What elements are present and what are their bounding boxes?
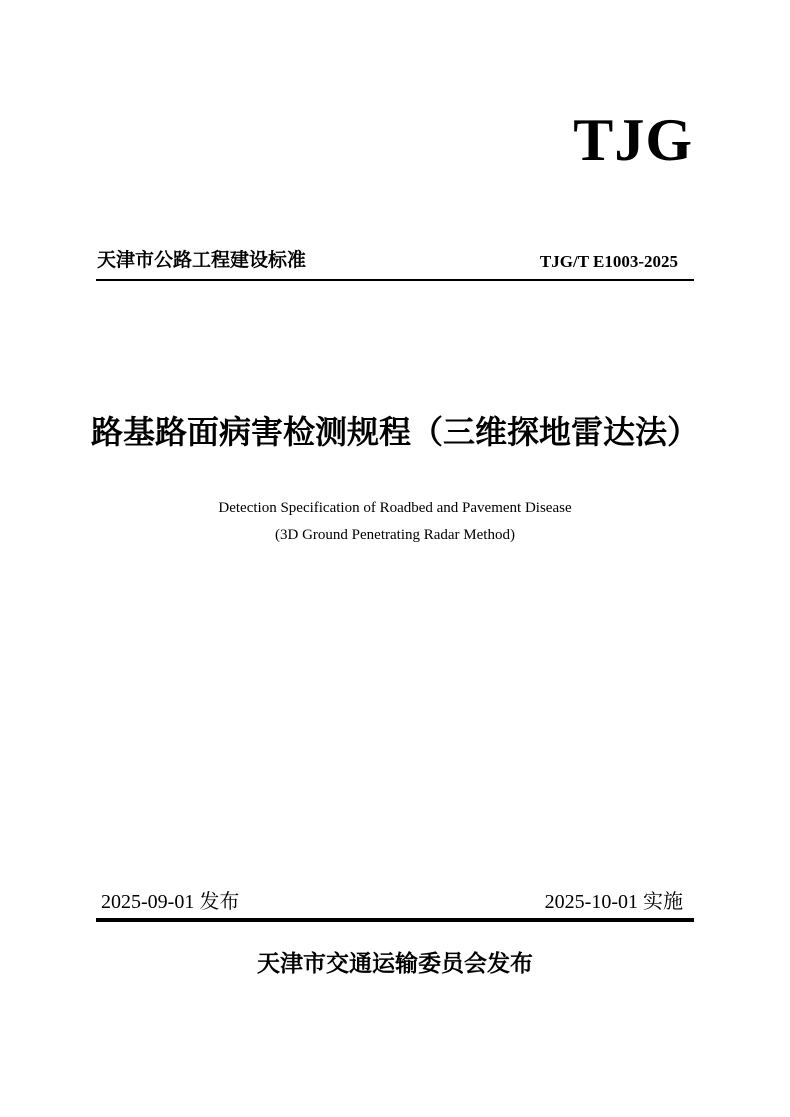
implementation-date: 2025-10-01 实施	[544, 891, 683, 913]
standard-logo: TJG	[573, 107, 693, 173]
document-title-english-line1: Detection Specification of Roadbed and Pavement Disease	[218, 500, 572, 516]
document-title-english-line2: (3D Ground Penetrating Radar Method)	[275, 527, 515, 543]
footer-divider	[96, 918, 694, 922]
standard-series: 天津市公路工程建设标准	[97, 249, 307, 271]
publisher: 天津市交通运输委员会发布	[257, 951, 533, 976]
publish-date: 2025-09-01 发布	[101, 891, 240, 913]
standard-code: TJG/T E1003-2025	[539, 252, 678, 271]
header-divider	[96, 279, 694, 281]
document-title: 路基路面病害检测规程（三维探地雷达法）	[90, 414, 699, 450]
